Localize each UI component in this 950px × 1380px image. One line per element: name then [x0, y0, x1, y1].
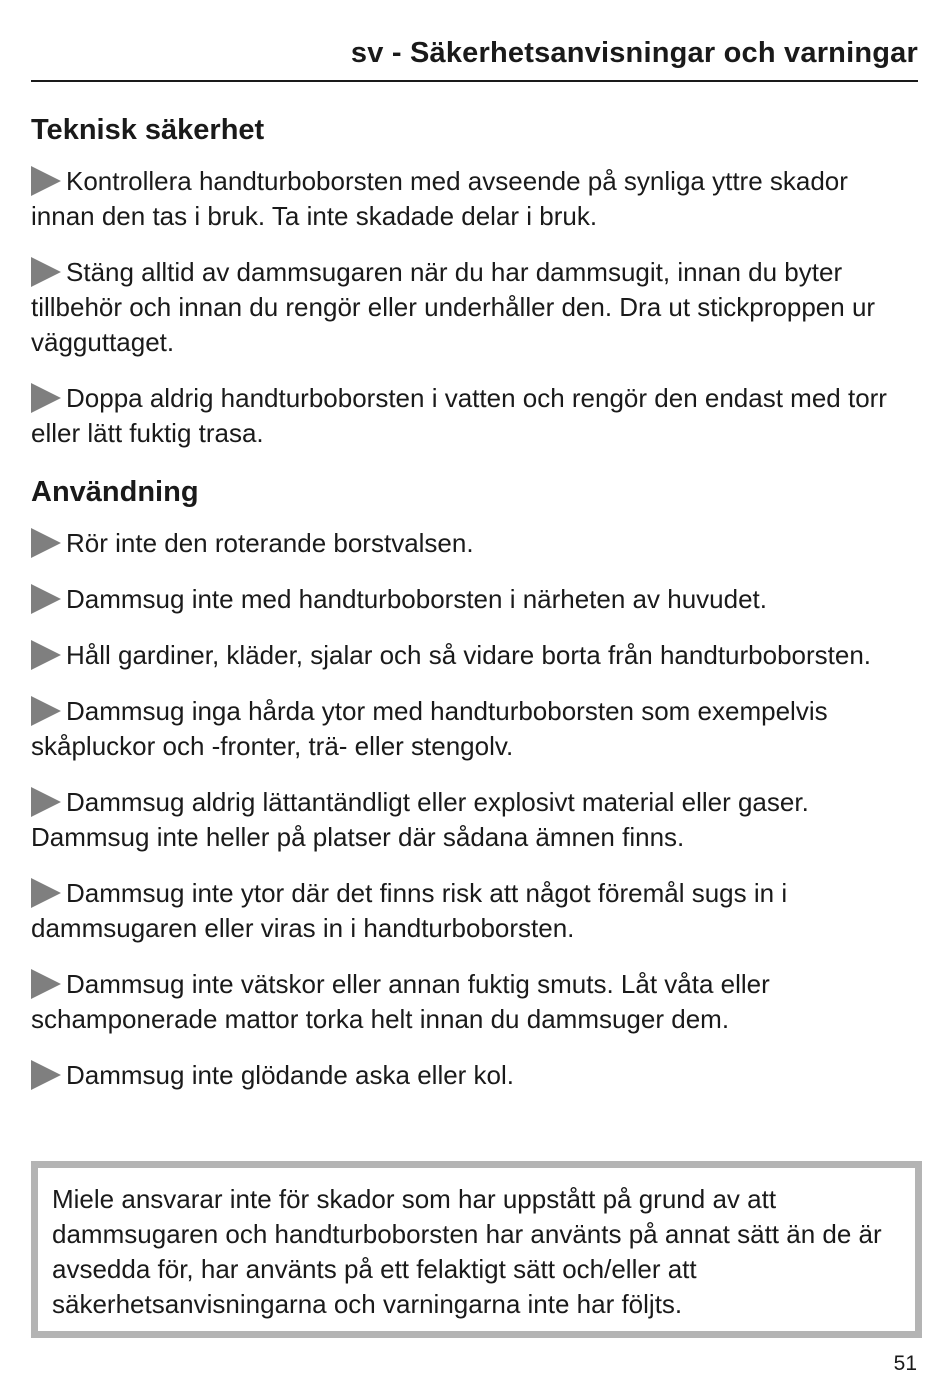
- warning-item: [31, 381, 918, 451]
- warning-arrow-icon: [31, 696, 61, 726]
- warning-item: [31, 876, 918, 946]
- warning-item-text: Kontrollera handturboborsten med avseende på synliga yttre skador innan den tas i bruk. Ta inte skadade delar i bruk.: [31, 166, 848, 231]
- warning-arrow-icon: [31, 640, 61, 670]
- warning-item: [31, 967, 918, 1037]
- page-header-title: sv - Säkerhetsanvisningar och varningar: [350, 37, 918, 69]
- liability-notice-box: [31, 1161, 922, 1338]
- warning-item: [31, 164, 918, 234]
- warning-item: [31, 785, 918, 855]
- section-title-usage: Användning: [31, 476, 199, 508]
- page-header: [31, 34, 918, 82]
- warning-arrow-icon: [31, 787, 61, 817]
- warning-arrow-icon: [31, 584, 61, 614]
- warning-arrow-icon: [31, 383, 61, 413]
- section-title-technical-safety: Teknisk säkerhet: [31, 114, 265, 146]
- warning-item-text: Dammsug inte ytor där det finns risk att något föremål sugs in i dammsugaren eller viras in i handturboborsten.: [31, 878, 788, 943]
- warning-arrow-icon: [31, 166, 61, 196]
- warning-item: [31, 582, 918, 617]
- warning-item-text: Dammsug inga hårda ytor med handturboborsten som exempelvis skåpluckor och -fronter, trä- eller stengolv.: [31, 696, 828, 761]
- warning-item-text: Dammsug aldrig lättantändligt eller explosivt material eller gaser. Dammsug inte heller på platser där sådana ämnen finns.: [31, 787, 809, 852]
- warning-arrow-icon: [31, 969, 61, 999]
- warning-item-text: Håll gardiner, kläder, sjalar och så vidare borta från handturboborsten.: [66, 640, 872, 670]
- warning-arrow-icon: [31, 257, 61, 287]
- warning-item: [31, 638, 918, 673]
- warning-arrow-icon: [31, 528, 61, 558]
- content: [31, 110, 918, 1114]
- warning-arrow-icon: [31, 1060, 61, 1090]
- warning-item-text: Doppa aldrig handturboborsten i vatten och rengör den endast med torr eller lätt fuktig trasa.: [31, 383, 887, 448]
- warning-arrow-icon: [31, 878, 61, 908]
- warning-item-text: Dammsug inte vätskor eller annan fuktig smuts. Låt våta eller schamponerade mattor torka helt innan du dammsuger dem.: [31, 969, 770, 1034]
- page-number: 51: [893, 1352, 917, 1375]
- warning-item-text: Dammsug inte glödande aska eller kol.: [66, 1060, 515, 1090]
- warning-item-text: Dammsug inte med handturboborsten i närheten av huvudet.: [66, 584, 767, 614]
- warning-item-text: Rör inte den roterande borstvalsen.: [66, 528, 474, 558]
- warning-item: [31, 526, 918, 561]
- warning-item: [31, 1058, 918, 1093]
- warning-item-text: Stäng alltid av dammsugaren när du har dammsugit, innan du byter tillbehör och innan du rengör eller underhåller den. Dra ut stickproppen ur vägguttaget.: [31, 257, 876, 357]
- liability-notice-text: Miele ansvarar inte för skador som har uppstått på grund av att dammsugaren och handturboborsten har använts på annat sätt än de är avsedda för, har använts på ett felaktigt sätt och/eller att säkerhetsanvisningarna och varningarna inte har följts.: [52, 1184, 882, 1319]
- warning-item: [31, 255, 918, 360]
- warning-item: [31, 694, 918, 764]
